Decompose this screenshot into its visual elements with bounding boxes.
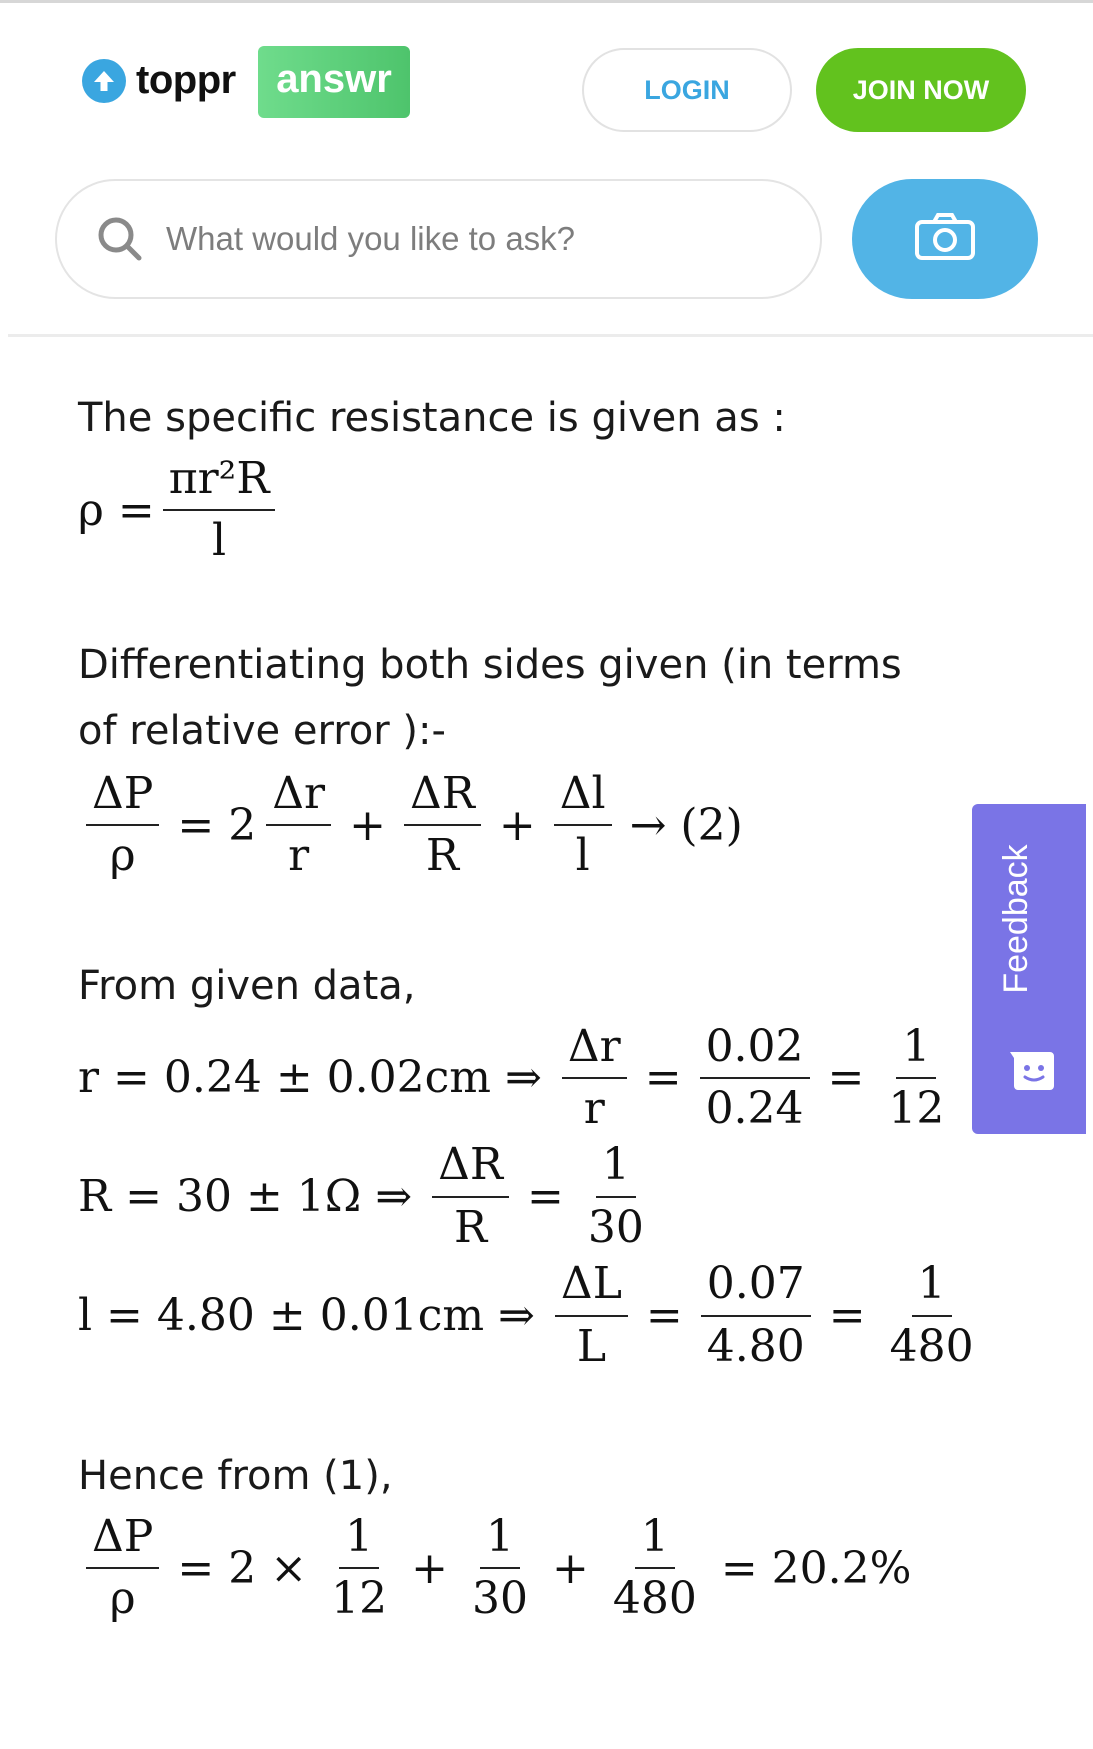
numerator: Δl bbox=[554, 770, 612, 826]
operator: = bbox=[644, 1052, 682, 1104]
numerator: 1 bbox=[635, 1513, 675, 1569]
fraction bbox=[607, 1510, 703, 1625]
denominator: R bbox=[425, 830, 459, 882]
intro-text: The specific resistance is given as : bbox=[78, 395, 786, 441]
equation-lhs: l = 4.80 ± 0.01cm ⇒ bbox=[78, 1290, 535, 1342]
fraction bbox=[554, 767, 612, 882]
operator: = 2 bbox=[177, 799, 257, 851]
equation-lhs: r = 0.24 ± 0.02cm ⇒ bbox=[78, 1052, 542, 1104]
numerator: ΔP bbox=[86, 770, 159, 826]
equation-r bbox=[78, 1020, 978, 1134]
fraction bbox=[582, 1141, 650, 1252]
equation-final bbox=[78, 1510, 978, 1625]
operator: = bbox=[828, 1290, 866, 1342]
fraction bbox=[86, 1510, 159, 1625]
denominator: r bbox=[288, 830, 310, 882]
numerator: Δr bbox=[562, 1023, 627, 1079]
operator: + bbox=[349, 799, 386, 851]
search-bar[interactable] bbox=[55, 179, 822, 299]
numerator: 1 bbox=[480, 1513, 520, 1569]
logo-text: toppr bbox=[136, 58, 236, 102]
numerator: πr²R bbox=[163, 455, 276, 511]
denominator: R bbox=[454, 1201, 488, 1253]
operator: + bbox=[498, 799, 536, 851]
denominator: 480 bbox=[889, 1320, 974, 1372]
fraction bbox=[562, 1020, 627, 1134]
search-input[interactable]: What would you like to ask? bbox=[166, 220, 576, 257]
equation-tag: → (2) bbox=[629, 799, 743, 851]
camera-icon bbox=[914, 212, 976, 266]
numerator: 1 bbox=[596, 1141, 636, 1197]
denominator: ρ bbox=[109, 1573, 136, 1625]
equation-resistivity bbox=[78, 455, 978, 566]
fraction bbox=[432, 1141, 509, 1252]
header-divider bbox=[8, 334, 1093, 337]
numerator: 1 bbox=[896, 1023, 936, 1079]
numerator: ΔR bbox=[432, 1141, 509, 1197]
equation-relative-error bbox=[78, 767, 978, 882]
denominator: r bbox=[583, 1082, 605, 1134]
result: = 20.2% bbox=[720, 1542, 912, 1594]
feedback-label: Feedback bbox=[997, 844, 1035, 994]
denominator: 30 bbox=[471, 1573, 528, 1625]
fraction bbox=[86, 767, 159, 882]
fraction bbox=[266, 767, 331, 882]
search-icon bbox=[92, 211, 148, 267]
fraction bbox=[404, 767, 481, 882]
answr-badge[interactable]: answr bbox=[258, 46, 410, 118]
fraction bbox=[555, 1260, 628, 1371]
fraction bbox=[882, 1020, 950, 1134]
eq1-lhs: ρ = bbox=[78, 484, 155, 536]
numerator: 0.02 bbox=[700, 1023, 810, 1079]
operator: = 2 × bbox=[177, 1542, 308, 1594]
denominator: 4.80 bbox=[706, 1320, 805, 1372]
denominator: 30 bbox=[587, 1201, 644, 1253]
operator: = bbox=[645, 1290, 683, 1342]
toppr-logo[interactable] bbox=[82, 58, 236, 103]
equation-R bbox=[78, 1141, 978, 1252]
camera-button[interactable] bbox=[852, 179, 1038, 299]
denominator: 480 bbox=[612, 1573, 697, 1625]
numerator: ΔR bbox=[404, 770, 481, 826]
feedback-tab[interactable] bbox=[972, 804, 1086, 1134]
operator: = bbox=[827, 1052, 865, 1104]
numerator: ΔP bbox=[86, 1513, 159, 1569]
given-text: From given data, bbox=[78, 962, 416, 1009]
operator: + bbox=[411, 1542, 448, 1594]
hence-text: Hence from (1), bbox=[78, 1452, 393, 1499]
fraction bbox=[700, 1020, 810, 1134]
operator: + bbox=[551, 1542, 589, 1594]
fraction bbox=[325, 1510, 393, 1625]
join-now-button[interactable]: JOIN NOW bbox=[816, 48, 1026, 132]
solution-content bbox=[78, 385, 978, 1624]
fraction bbox=[163, 455, 276, 566]
login-button[interactable]: LOGIN bbox=[582, 48, 792, 132]
denominator: l bbox=[575, 830, 590, 882]
numerator: 1 bbox=[912, 1260, 952, 1316]
fraction bbox=[466, 1510, 534, 1625]
fraction bbox=[701, 1260, 811, 1371]
fraction bbox=[884, 1260, 980, 1371]
denominator: 0.24 bbox=[705, 1082, 804, 1134]
numerator: Δr bbox=[266, 770, 331, 826]
denominator: ρ bbox=[109, 830, 136, 882]
arrow-up-icon bbox=[82, 59, 126, 103]
equation-l bbox=[78, 1260, 978, 1371]
numerator: 1 bbox=[339, 1513, 379, 1569]
differentiating-text: Differentiating both sides given (in terms of relative error ):- bbox=[78, 641, 902, 754]
denominator: l bbox=[212, 515, 227, 567]
operator: = bbox=[527, 1171, 564, 1223]
denominator: 12 bbox=[888, 1082, 945, 1134]
equation-lhs: R = 30 ± 1Ω ⇒ bbox=[78, 1171, 413, 1223]
top-border bbox=[0, 0, 1093, 3]
numerator: 0.07 bbox=[701, 1260, 811, 1316]
numerator: ΔL bbox=[555, 1260, 628, 1316]
chat-smile-icon bbox=[1008, 1048, 1056, 1092]
denominator: L bbox=[576, 1320, 607, 1372]
denominator: 12 bbox=[331, 1573, 388, 1625]
